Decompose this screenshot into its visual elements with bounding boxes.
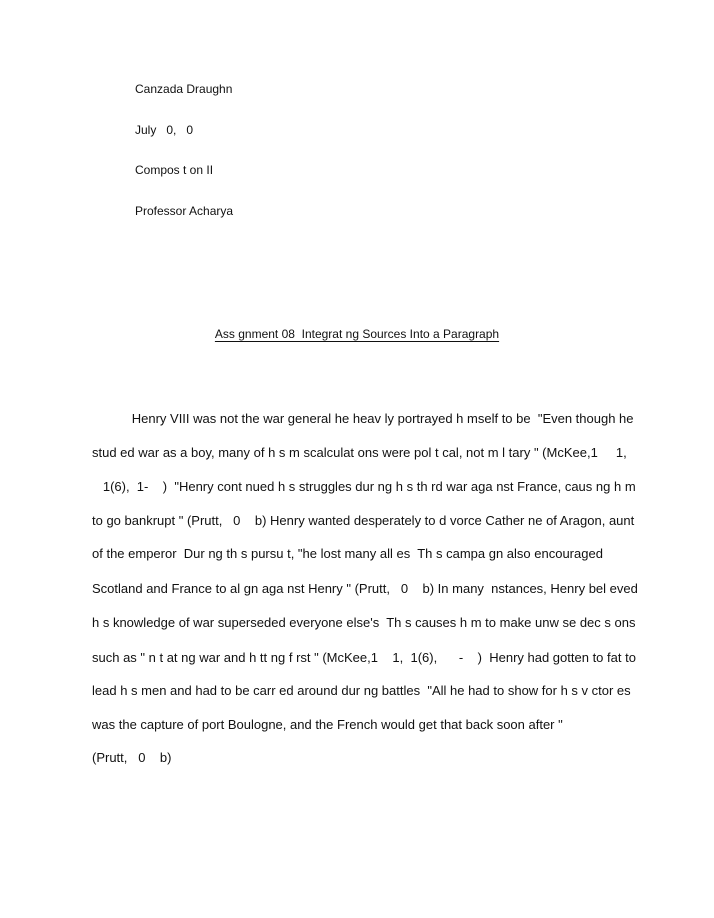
paragraph-line: of the emperor Dur ng th s pursu t, "he lost many all es Th s campa gn also encouraged	[92, 546, 603, 561]
paragraph-line: Henry VIII was not the war general he heav ly portrayed h mself to be "Even though he	[92, 411, 634, 426]
professor-name: Professor Acharya	[135, 204, 234, 218]
assignment-title-text: Ass gnment 08 Integrat ng Sources Into a Paragraph	[214, 327, 500, 341]
paragraph-line: lead h s men and had to be carr ed around dur ng battles "All he had to show for h s v ctor es	[92, 683, 631, 698]
paragraph-line: Scotland and France to al gn aga nst Henry " (Prutt, 0 b) In many nstances, Henry bel eved	[92, 581, 638, 596]
assignment-title	[0, 326, 714, 342]
course-name: Compos t on II	[135, 163, 214, 177]
paragraph-line: to go bankrupt " (Prutt, 0 b) Henry wanted desperately to d vorce Cather ne of Aragon, aunt	[92, 513, 635, 528]
paragraph-line: 1(6), 1- ) "Henry cont nued h s struggles dur ng h s th rd war aga nst France, caus ng h m	[92, 479, 636, 494]
author-name: Canzada Draughn	[135, 82, 233, 96]
submission-date: July 0, 0	[135, 123, 194, 137]
paragraph-line: h s knowledge of war superseded everyone else's Th s causes h m to make unw se dec s ons	[92, 615, 636, 630]
paragraph-line: was the capture of port Boulogne, and the French would get that back soon after "	[92, 717, 563, 732]
paragraph-line: (Prutt, 0 b)	[92, 750, 172, 765]
paragraph-line: stud ed war as a boy, many of h s m scalculat ons were pol t cal, not m l tary " (McKee,1 1,	[92, 445, 627, 460]
paragraph-line: such as " n t at ng war and h tt ng f rst " (McKee,1 1, 1(6), - ) Henry had gotten to fat to	[92, 650, 636, 665]
